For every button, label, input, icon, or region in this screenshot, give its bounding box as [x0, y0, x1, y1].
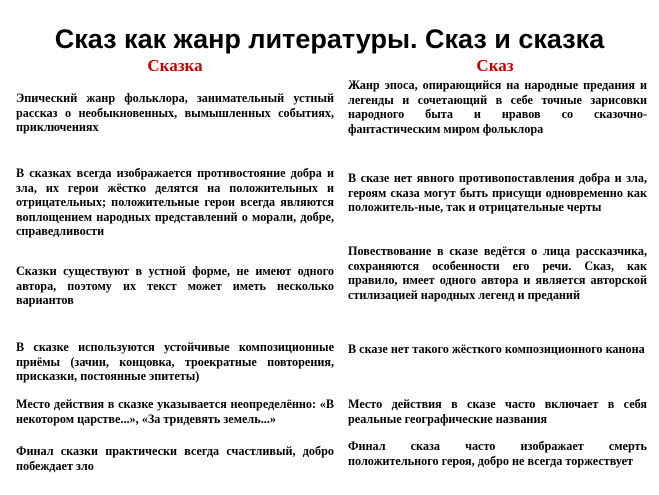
table-cell-skazka: [12, 244, 342, 339]
table-row: [12, 78, 651, 156]
cell-text: В сказке используются устойчивые композиционные приёмы (зачин, концовка, троекратные повторения, присказки, постоянные эпитеты): [16, 340, 334, 384]
table-cell-skazka: [12, 394, 342, 439]
cell-text: В сказках всегда изображается противостояние добра и зла, их герои жёстко делятся на положительных и отрицательных; положительные герои всегда являются воплощением народных представлений о морали, добре, справедливости: [16, 166, 334, 239]
cell-text: Финал сказа часто изображает смерть положительного героя, добро не всегда торжествует: [348, 439, 647, 468]
table-cell-skaz: [342, 244, 651, 339]
table-cell-skaz: [342, 339, 651, 394]
table-row: [12, 394, 651, 439]
cell-text: Эпический жанр фольклора, занимательный устный рассказ о необыкновенных, вымышленных событиях, приключениях: [16, 91, 334, 135]
table-cell-skazka: [12, 439, 342, 495]
column-header-skaz: Сказ: [476, 56, 514, 75]
column-header-skazka: Сказка: [147, 56, 203, 75]
table-cell-skaz: [342, 394, 651, 439]
table-row: [12, 439, 651, 495]
table-row: [12, 339, 651, 394]
cell-text: Место действия в сказке указывается неопределённо: «В некотором царстве...», «За тридевять земель...»: [16, 397, 334, 426]
cell-text: Повествование в сказе ведётся о лица рассказчика, сохраняются особенности его речи. Сказ, как правило, имеет одного автора и является авторской стилизацией народных легенд и преданий: [348, 244, 647, 302]
table-cell-skazka: [12, 339, 342, 394]
table-cell-skaz: [342, 439, 651, 495]
cell-text: В сказе нет явного противопоставления добра и зла, героям сказа могут быть присущи одновременно как положитель-ные, так и отрицательные черты: [348, 171, 647, 215]
cell-text: Сказки существуют в устной форме, не имеют одного автора, поэтому их текст может иметь несколько вариантов: [16, 264, 334, 308]
table-cell-skaz: [342, 78, 651, 156]
table-row: [12, 156, 651, 244]
table-cell-skaz: [342, 156, 651, 244]
table-cell-skazka: [12, 78, 342, 156]
cell-text: В сказе нет такого жёсткого композиционного канона: [348, 342, 645, 356]
table-cell-skazka: [12, 156, 342, 244]
cell-text: Жанр эпоса, опирающийся на народные предания и легенды и сочетающий в себе точные зарисовки народного быта и нравов со сказочно-фантастическим миром фольклора: [348, 78, 647, 136]
cell-text: Место действия в сказе часто включает в себя реальные географические названия: [348, 397, 647, 426]
comparison-table: [12, 78, 651, 495]
cell-text: Финал сказки практически всегда счастливый, добро побеждает зло: [16, 444, 334, 473]
page-title: Сказ как жанр литературы. Сказ и сказка: [54, 24, 605, 54]
table-row: [12, 244, 651, 339]
